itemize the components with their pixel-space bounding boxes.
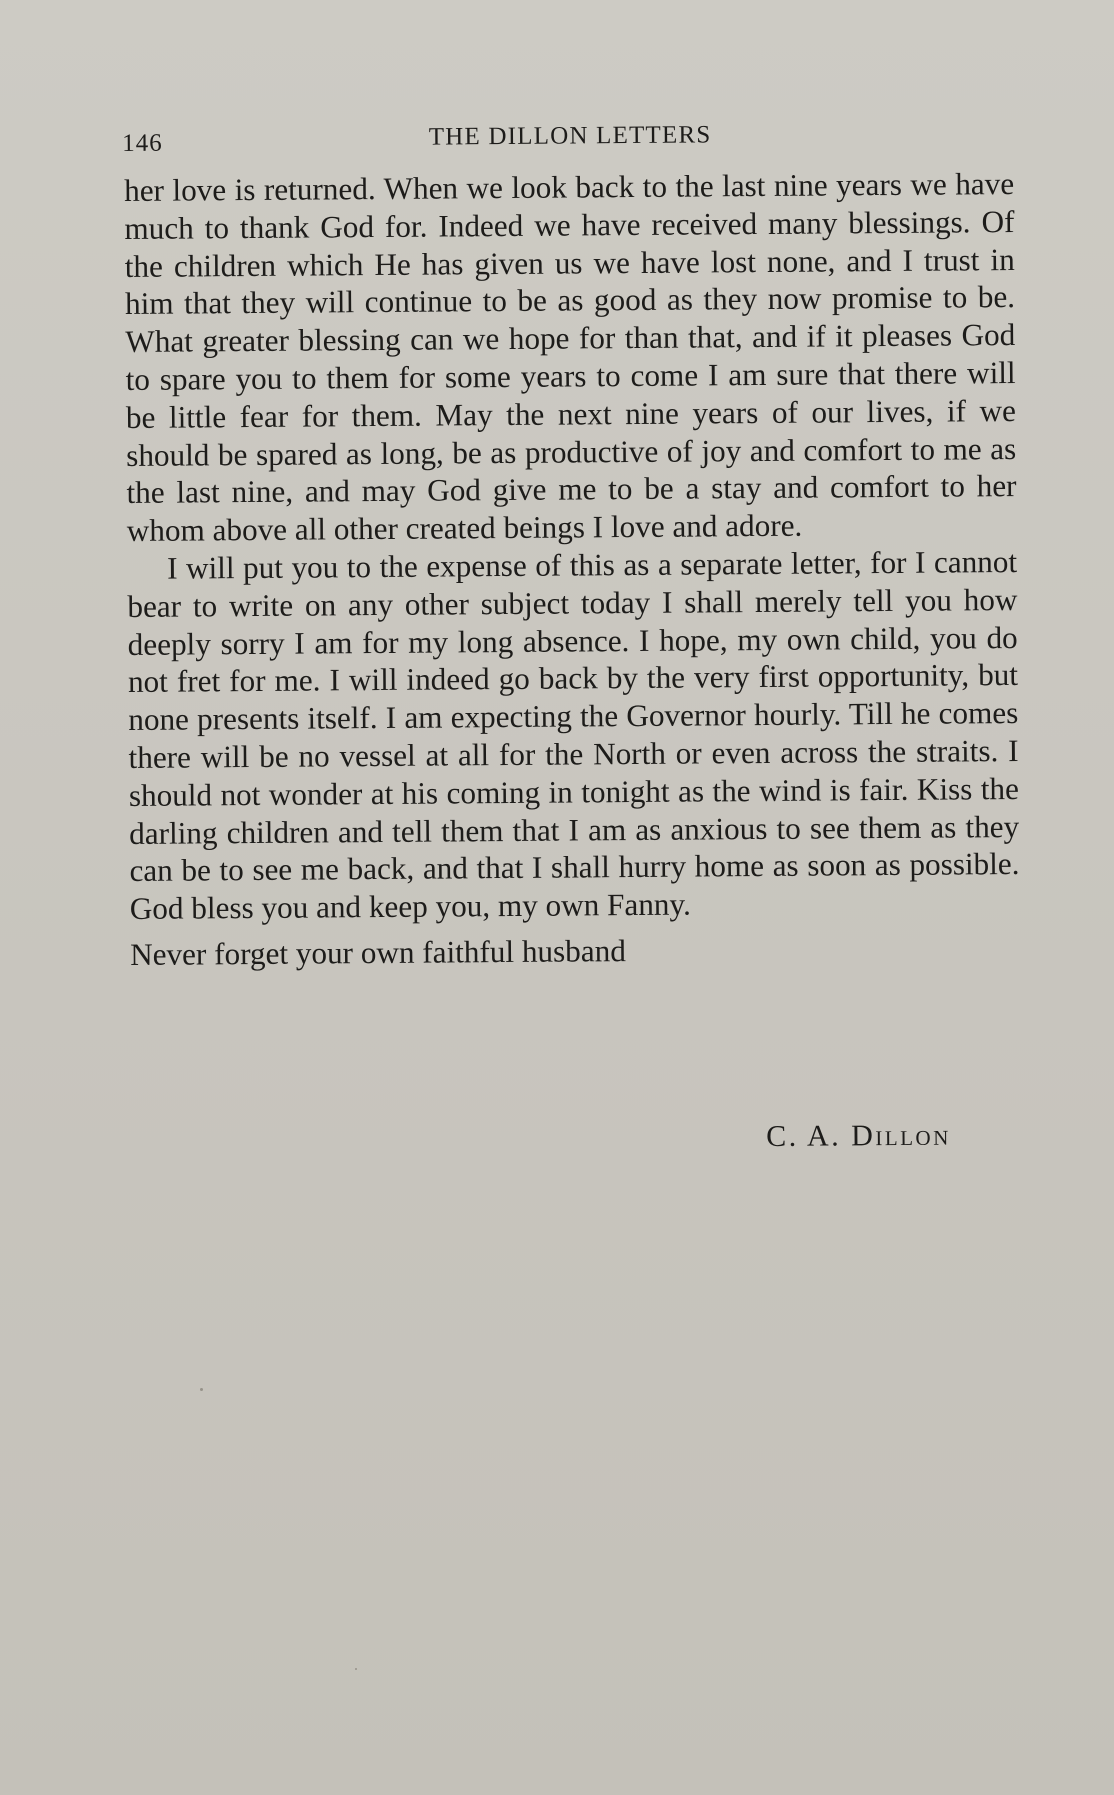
page-header — [122, 117, 1018, 160]
page-number: 146 — [122, 129, 163, 157]
letter-closing: Never forget your own faithful husband — [130, 933, 626, 972]
letter-signature: C. A. Dillon — [766, 1118, 951, 1153]
paper-speck — [200, 1388, 203, 1391]
letter-paragraph-1: her love is returned. When we look back to the last nine years we have much to thank God for. Indeed we have received many blessings. Of the children which He has given us we have lost none, and I trust in him that they will continue to be as good as they now promise to be. What greater blessing can we hope for than that, and if it pleases God to spare you to them for some years to come I am sure that there will be little fear for them. May the next nine years of our lives, if we should be spared as long, be as productive of joy and comfort to me as the last nine, and may God give me to be a stay and comfort to her whom above all other created beings I love and adore. — [124, 166, 1017, 549]
letter-paragraph-2: I will put you to the expense of this as a separate letter, for I cannot bear to write on any other subject today I shall merely tell you how deeply sorry I am for my long absence. I hope, my own child, you do not fret for me. I will indeed go back by the very first opportunity, but none presents itself. I am expecting the Governor hourly. Till he comes there will be no vessel at all for the North or even across the straits. I should not wonder at his coming in tonight as the wind is fair. Kiss the darling children and tell them that I am as anxious to see them as they can be to see me back, and that I shall hurry home as soon as possible. God bless you and keep you, my own Fanny. — [127, 543, 1020, 927]
letter-body — [124, 165, 1020, 974]
running-title: THE DILLON LETTERS — [428, 121, 712, 151]
paper-speck — [355, 1668, 357, 1670]
